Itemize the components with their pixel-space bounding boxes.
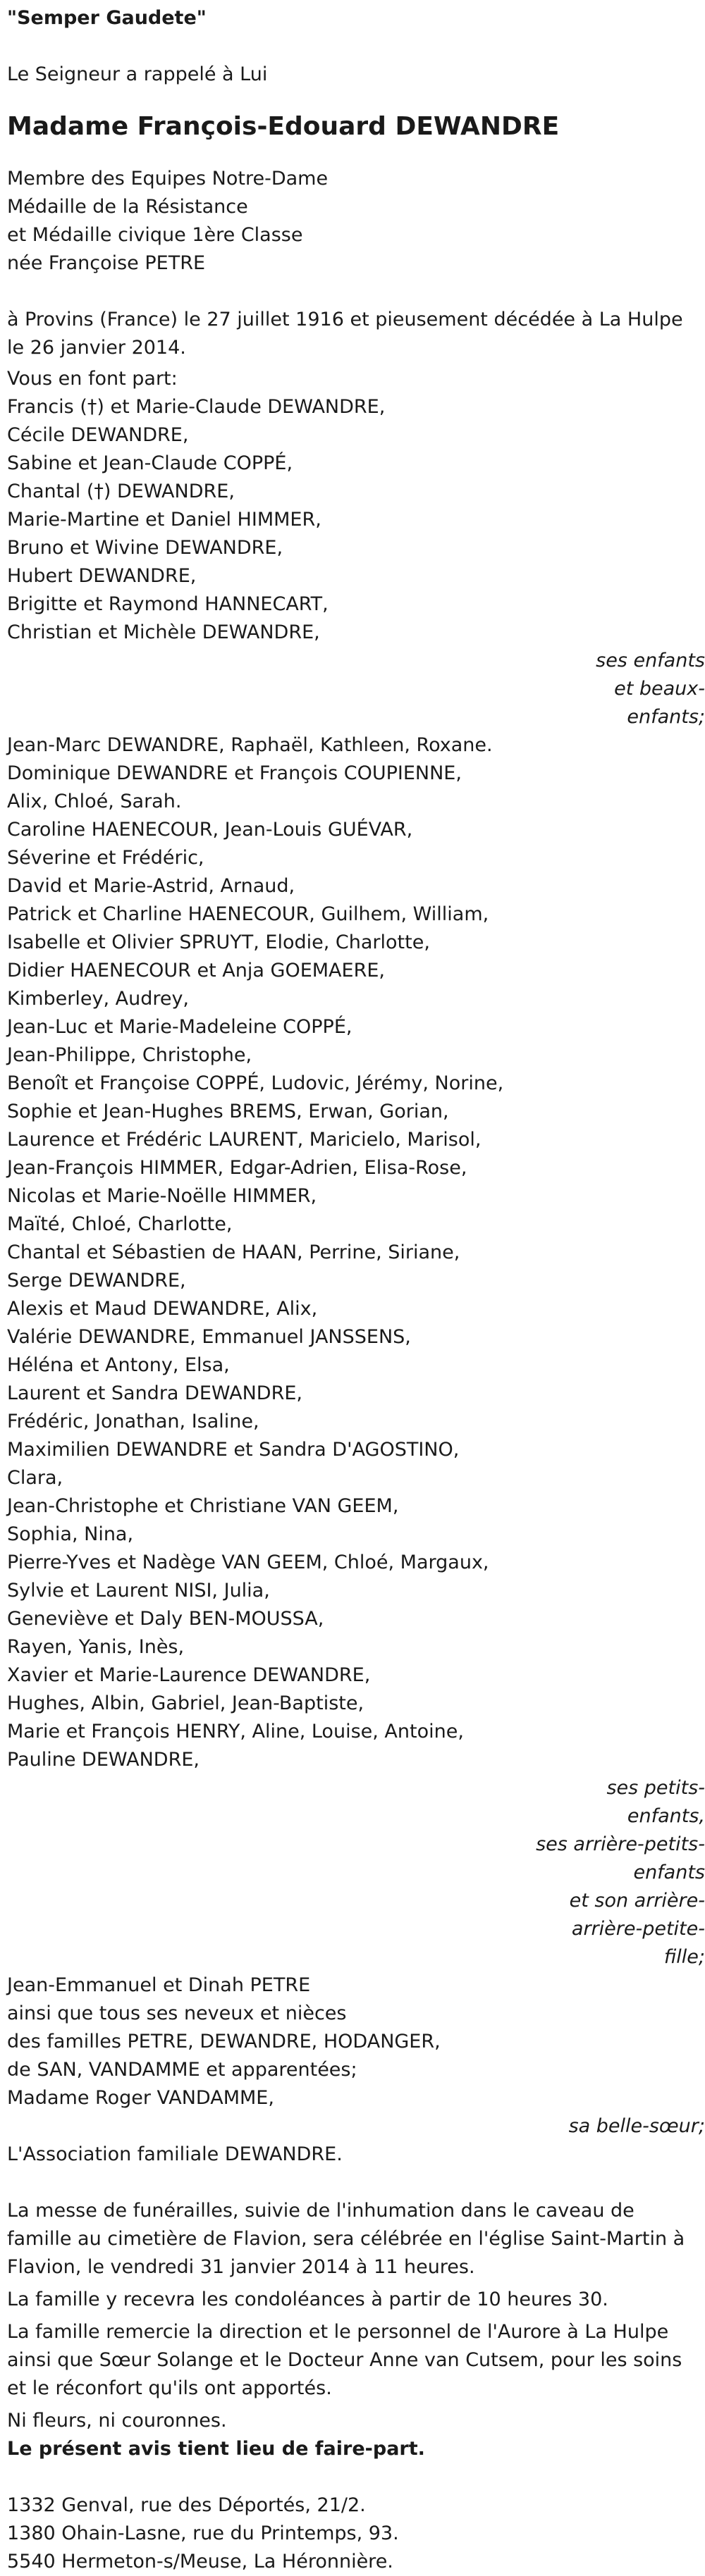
list-item: Maïté, Chloé, Charlotte,: [7, 1213, 233, 1235]
list-item: des familles PETRE, DEWANDRE, HODANGER,: [7, 2031, 441, 2052]
list-item: Maximilien DEWANDRE et Sandra D'AGOSTINO,: [7, 1439, 460, 1461]
list-item: Geneviève et Daly BEN-MOUSSA,: [7, 1608, 324, 1630]
list-item: Laurent et Sandra DEWANDRE,: [7, 1382, 302, 1404]
paragraph: Ni fleurs, ni couronnes.: [7, 2410, 227, 2432]
list-item: Frédéric, Jonathan, Isaline,: [7, 1411, 259, 1432]
title-line: Membre des Equipes Notre-Dame: [7, 168, 329, 190]
title-line: Médaille de la Résistance: [7, 196, 248, 218]
list-item: Benoît et Françoise COPPÉ, Ludovic, Jérémy, Norine,: [7, 1072, 504, 1094]
address-line: 1380 Ohain-Lasne, rue du Printemps, 93.: [7, 2522, 399, 2544]
list-item: de SAN, VANDAMME et apparentées;: [7, 2059, 357, 2081]
ceremony-paragraphs: [7, 2197, 705, 2463]
title-line: née Françoise PETRE: [7, 252, 206, 274]
list-item: Alexis et Maud DEWANDRE, Alix,: [7, 1298, 318, 1320]
address-line: 5540 Hermeton-s/Meuse, La Héronnière.: [7, 2551, 393, 2572]
list-item: David et Marie-Astrid, Arnaud,: [7, 875, 295, 897]
title-line: et Médaille civique 1ère Classe: [7, 224, 303, 246]
list-item: Jean-Marc DEWANDRE, Raphaël, Kathleen, Roxane.: [7, 734, 493, 756]
family-caption: sa belle-sœur;: [568, 2115, 705, 2137]
list-item: Patrick et Charline HAENECOUR, Guilhem, William,: [7, 903, 489, 925]
list-item: Sylvie et Laurent NISI, Julia,: [7, 1580, 270, 1602]
list-item: Francis (†) et Marie-Claude DEWANDRE,: [7, 396, 386, 418]
notice-line: Le présent avis tient lieu de faire-part.: [7, 2438, 425, 2460]
list-item: Didier HAENECOUR et Anja GOEMAERE,: [7, 960, 385, 982]
list-item: Jean-Philippe, Christophe,: [7, 1044, 252, 1066]
caption-line: ses petits-enfants,: [606, 1777, 705, 1827]
list-item: Serge DEWANDRE,: [7, 1270, 186, 1292]
list-item: Alix, Chloé, Sarah.: [7, 791, 182, 812]
list-item: Héléna et Antony, Elsa,: [7, 1354, 230, 1376]
list-item: ainsi que tous ses neveux et nièces: [7, 2002, 347, 2024]
birth-death-text: à Provins (France) le 27 juillet 1916 et pieusement décédée à La Hulpe le 26 janvier 2014.: [7, 309, 683, 359]
list-item: Sabine et Jean-Claude COPPÉ,: [7, 452, 293, 474]
list-item: Jean-François HIMMER, Edgar-Adrien, Elisa-Rose,: [7, 1157, 467, 1179]
titles-block: [7, 165, 705, 278]
list-item: Hughes, Albin, Gabriel, Jean-Baptiste,: [7, 1692, 364, 1714]
address-line: 1332 Genval, rue des Déportés, 21/2.: [7, 2494, 366, 2516]
children-caption: ses enfants et beaux-enfants;: [596, 650, 705, 728]
list-item: Nicolas et Marie-Noëlle HIMMER,: [7, 1185, 317, 1207]
list-item: Pierre-Yves et Nadège VAN GEEM, Chloé, Margaux,: [7, 1552, 489, 1573]
list-item: Hubert DEWANDRE,: [7, 565, 197, 587]
list-item: Sophia, Nina,: [7, 1523, 134, 1545]
list-item: Madame Roger VANDAMME,: [7, 2087, 274, 2109]
list-item: Kimberley, Audrey,: [7, 988, 190, 1010]
deceased-name: Madame François-Edouard DEWANDRE: [7, 112, 560, 141]
paragraph: La famille y recevra les condoléances à partir de 10 heures 30.: [7, 2289, 608, 2310]
grandchildren-caption: [7, 1774, 705, 1971]
paragraph: La famille remercie la direction et le personnel de l'Aurore à La Hulpe ainsi que Sœur Solange et le Docteur Anne van Cutsem, pour les soins et le réconfort qu'ils ont apportés.: [7, 2321, 682, 2399]
motto: "Semper Gaudete": [7, 7, 207, 29]
children-list: [7, 393, 705, 647]
list-item: Cécile DEWANDRE,: [7, 424, 189, 446]
list-item: Laurence et Frédéric LAURENT, Maricielo, Marisol,: [7, 1129, 482, 1151]
family-list: [7, 1971, 705, 2112]
list-item: Valérie DEWANDRE, Emmanuel JANSSENS,: [7, 1326, 411, 1348]
announce-line: Vous en font part:: [7, 368, 178, 390]
list-item: Marie et François HENRY, Aline, Louise, Antoine,: [7, 1721, 464, 1742]
list-item: Xavier et Marie-Laurence DEWANDRE,: [7, 1664, 371, 1686]
list-item: Séverine et Frédéric,: [7, 847, 204, 869]
association-line: L'Association familiale DEWANDRE.: [7, 2143, 343, 2165]
list-item: Chantal (†) DEWANDRE,: [7, 481, 235, 502]
grandchildren-list: [7, 731, 705, 1774]
list-item: Brigitte et Raymond HANNECART,: [7, 593, 329, 615]
addresses-block: [7, 2491, 705, 2576]
list-item: Caroline HAENECOUR, Jean-Louis GUÉVAR,: [7, 819, 413, 841]
list-item: Chantal et Sébastien de HAAN, Perrine, Siriane,: [7, 1241, 460, 1263]
list-item: Marie-Martine et Daniel HIMMER,: [7, 509, 321, 531]
caption-line: ses arrière-petits-enfants: [536, 1833, 705, 1883]
list-item: Jean-Christophe et Christiane VAN GEEM,: [7, 1495, 399, 1517]
list-item: Jean-Emmanuel et Dinah PETRE: [7, 1974, 311, 1996]
list-item: Rayen, Yanis, Inès,: [7, 1636, 185, 1658]
caption-line: et son arrière-arrière-petite-fille;: [569, 1890, 705, 1968]
list-item: Pauline DEWANDRE,: [7, 1749, 200, 1771]
list-item: Jean-Luc et Marie-Madeleine COPPÉ,: [7, 1016, 352, 1038]
list-item: Sophie et Jean-Hughes BREMS, Erwan, Gorian,: [7, 1101, 449, 1122]
paragraph: La messe de funérailles, suivie de l'inhumation dans le caveau de famille au cimetière de Flavion, sera célébrée en l'église Saint-Martin à Flavion, le vendredi 31 janvier 2014 à 11 heures.: [7, 2200, 685, 2278]
intro-line: Le Seigneur a rappelé à Lui: [7, 63, 268, 85]
list-item: Dominique DEWANDRE et François COUPIENNE,: [7, 762, 462, 784]
list-item: Christian et Michèle DEWANDRE,: [7, 621, 320, 643]
list-item: Isabelle et Olivier SPRUYT, Elodie, Charlotte,: [7, 931, 430, 953]
list-item: Clara,: [7, 1467, 63, 1489]
list-item: Bruno et Wivine DEWANDRE,: [7, 537, 283, 559]
